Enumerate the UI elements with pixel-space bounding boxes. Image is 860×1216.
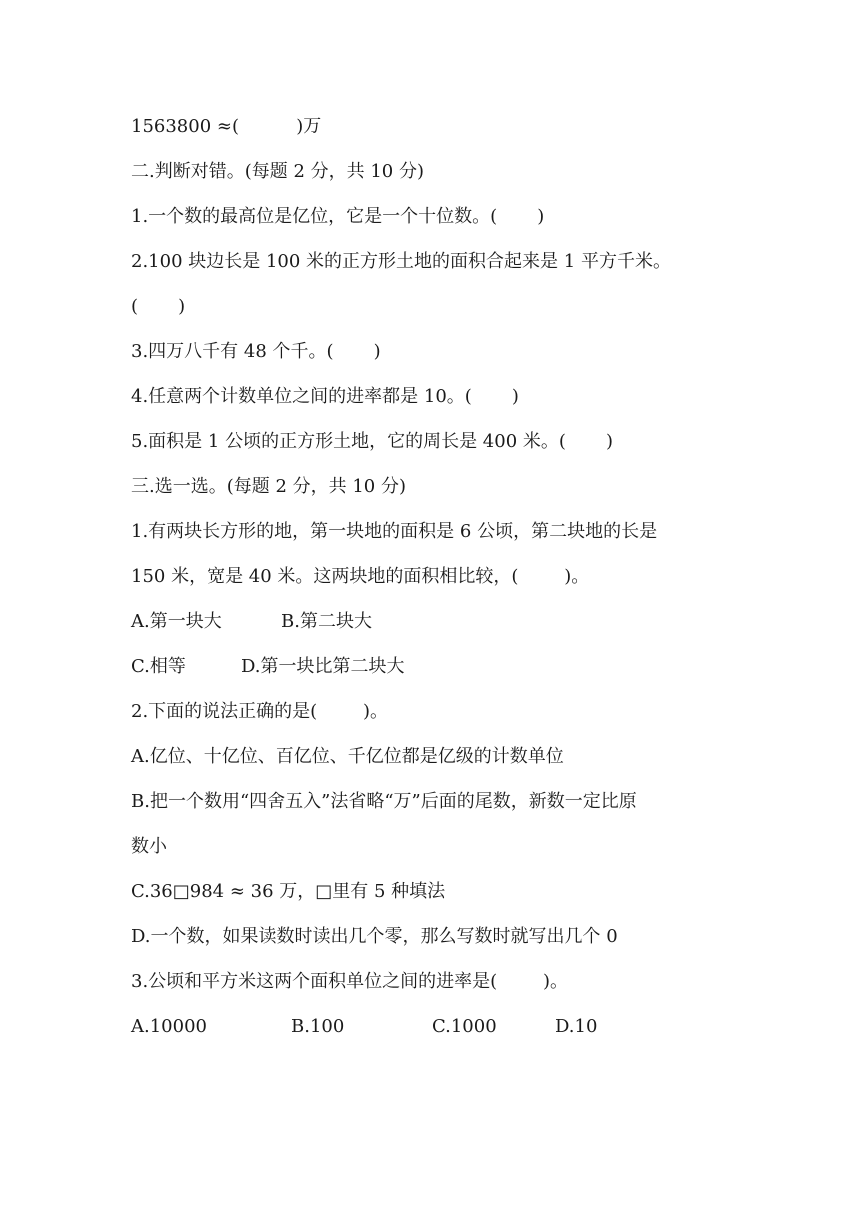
choice-q2-option-a: A.亿位、十亿位、百亿位、千亿位都是亿级的计数单位: [131, 746, 564, 767]
true-false-question-5: 5.面积是 1 公顷的正方形土地，它的周长是 400 米。( ): [131, 431, 613, 452]
choice-q3-option-b: B.100: [291, 1016, 345, 1037]
true-false-question-3: 3.四万八千有 48 个千。( ): [131, 341, 381, 362]
choice-q3-option-c: C.1000: [432, 1016, 497, 1037]
section-heading-choice: 三.选一选。(每题 2 分，共 10 分): [131, 476, 407, 497]
choice-q2-option-b-line-1: B.把一个数用“四舍五入”法省略“万”后面的尾数，新数一定比原: [131, 791, 637, 812]
choice-q3-option-d: D.10: [555, 1016, 598, 1037]
choice-q2-option-c: C.36□984 ≈ 36 万，□里有 5 种填法: [131, 881, 446, 902]
true-false-question-2: 2.100 块边长是 100 米的正方形土地的面积合起来是 1 平方千米。: [131, 251, 671, 272]
choice-question-1-line-2: 150 米，宽是 40 米。这两块地的面积相比较，( )。: [131, 566, 590, 587]
choice-question-3: 3.公顷和平方米这两个面积单位之间的进率是( )。: [131, 971, 568, 992]
choice-q2-option-d: D.一个数，如果读数时读出几个零，那么写数时就写出几个 0: [131, 926, 618, 947]
choice-q2-option-b-line-2: 数小: [131, 836, 167, 857]
true-false-question-1: 1.一个数的最高位是亿位，它是一个十位数。( ): [131, 206, 545, 227]
choice-q1-option-a: A.第一块大: [131, 611, 222, 632]
choice-q1-option-b: B.第二块大: [281, 611, 372, 632]
fill-blank-question: 1563800 ≈( )万: [131, 116, 322, 137]
choice-q1-option-c: C.相等: [131, 656, 186, 677]
true-false-question-2-blank: ( ): [131, 296, 186, 317]
choice-q3-option-a: A.10000: [131, 1016, 207, 1037]
choice-question-2: 2.下面的说法正确的是( )。: [131, 701, 388, 722]
choice-q1-option-d: D.第一块比第二块大: [241, 656, 405, 677]
choice-question-1-line-1: 1.有两块长方形的地，第一块地的面积是 6 公顷，第二块地的长是: [131, 521, 658, 542]
section-heading-true-false: 二.判断对错。(每题 2 分，共 10 分): [131, 161, 425, 182]
true-false-question-4: 4.任意两个计数单位之间的进率都是 10。( ): [131, 386, 519, 407]
